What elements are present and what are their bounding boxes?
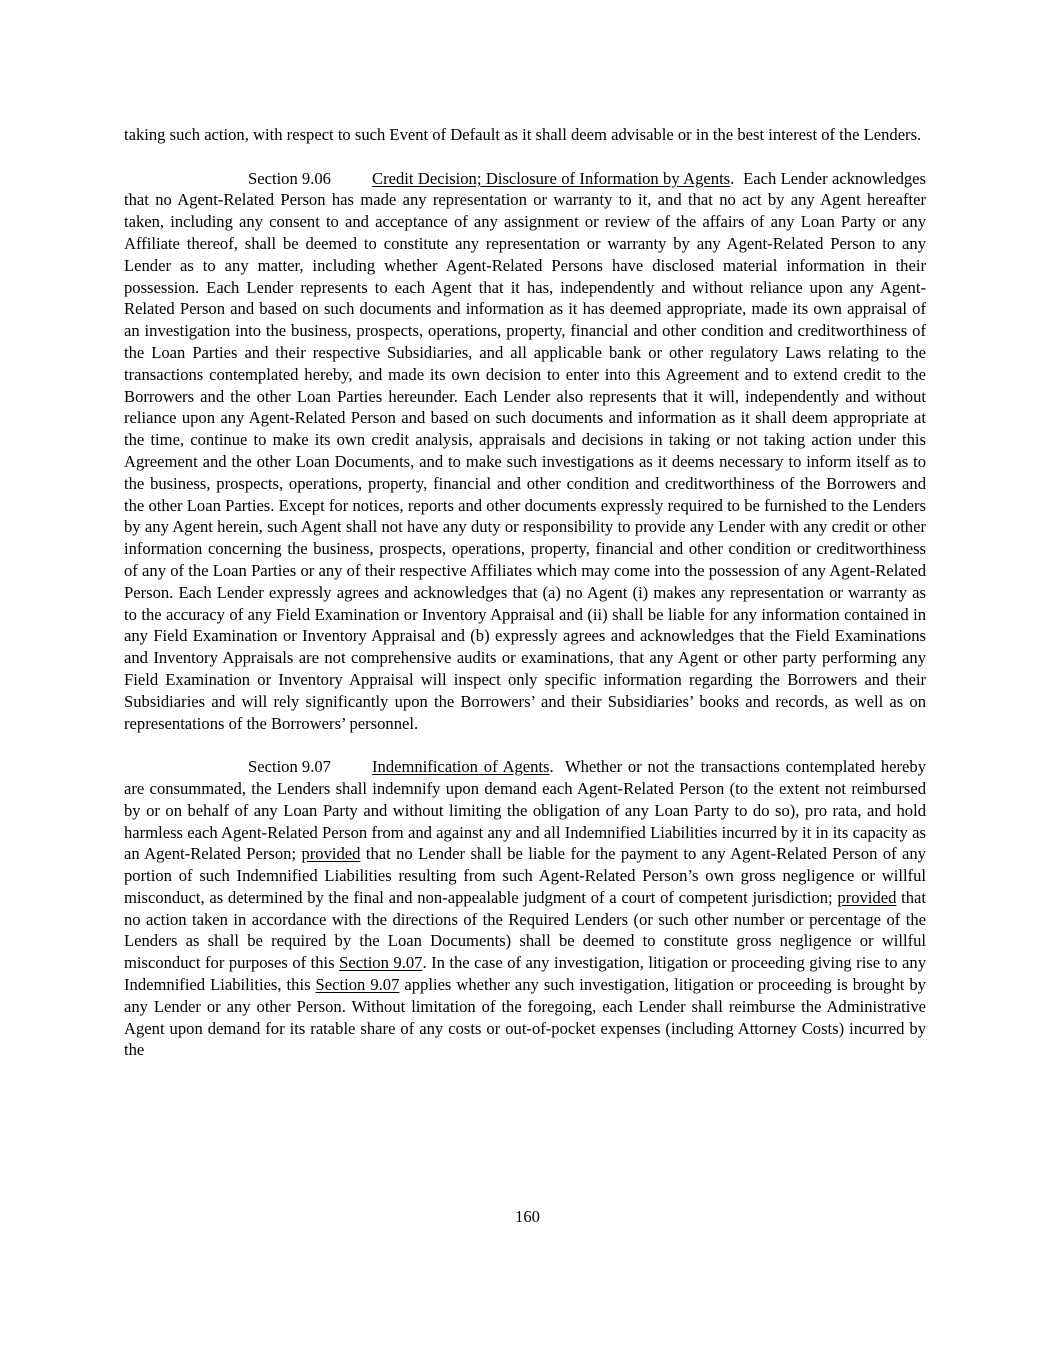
section-9-07-heading: Indemnification of Agents (372, 757, 550, 777)
section-9-07-body-3: that no action taken in accordance with the directions of the Required Lenders (or such other number or percentage of the Lenders as shall be required by the Loan Documents) shall be deemed to constitute gross negligence or willful misconduct for purposes of this (124, 887, 926, 973)
section-9-07-body-2: that no Lender shall be liable for the payment to any Agent-Related Person of any portion of such Indemnified Liabilities resulting from such Agent-Related Person’s own gross negligence or willful misconduct, as determined by the final and non-appealable judgment of a court of competent jurisdiction; (124, 844, 926, 907)
section-9-07-body-5: applies whether any such investigation, litigation or proceeding is brought by any Lender or any other Person. Without limitation of the foregoing, each Lender shall reimburse the Administrative Agent upon demand for its ratable share of any costs or out-of-pocket expenses (including Attorney Costs) incurred by the (124, 975, 926, 1060)
section-9-06-number: Section 9.06 (248, 168, 331, 188)
section-9-06-paragraph (124, 168, 926, 735)
section-9-06-heading: Credit Decision; Disclosure of Information by Agents (372, 168, 731, 188)
section-9-07-cross-reference-2: Section 9.07 (315, 975, 400, 995)
provided-term-1: provided (301, 844, 361, 864)
section-9-06-body: Each Lender acknowledges that no Agent-Related Person has made any representation or warranty to it, and that no act by any Agent hereafter taken, including any consent to and acceptance of any assignment or review of the affairs of any Loan Party or any Affiliate thereof, shall be deemed to constitute any representation or warranty by any Agent-Related Person to any Lender as to any matter, including whether Agent-Related Persons have disclosed material information in their possession. Each Lender represents to each Agent that it has, independently and without reliance upon any Agent-Related Person and based on such documents and information as it has deemed appropriate, made its own appraisal of an investigation into the business, prospects, operations, property, financial and other condition and creditworthiness of the Loan Parties and their respective Subsidiaries, and all applicable bank or other regulatory Laws relating to the transactions contemplated hereby, and made its own decision to enter into this Agreement and to extend credit to the Borrowers and the other Loan Parties hereunder. Each Lender also represents that it will, independently and without reliance upon any Agent-Related Person and based on such documents and information as it shall deem appropriate at the time, continue to make its own credit analysis, appraisals and decisions in taking or not taking action under this Agreement and the other Loan Documents, and to make such investigations as it deems necessary to inform itself as to the business, prospects, operations, property, financial and other condition and creditworthiness of the Borrowers and the other Loan Parties. Except for notices, reports and other documents expressly required to be furnished to the Lenders by any Agent herein, such Agent shall not have any duty or responsibility to provide any Lender with any credit or other information concerning the business, prospects, operations, property, financial and other condition or creditworthiness of any of the Loan Parties or any of their respective Affiliates which may come into the possession of any Agent-Related Person. Each Lender expressly agrees and acknowledges that (a) no Agent (i) makes any representation or warranty as to the accuracy of any Field Examination or Inventory Appraisal and (ii) shall be liable for any information contained in any Field Examination or Inventory Appraisal and (b) expressly agrees and acknowledges that the Field Examinations and Inventory Appraisals are not comprehensive audits or examinations, that any Agent or other party performing any Field Examination or Inventory Appraisal will inspect only specific information regarding the Borrowers and their Subsidiaries and will rely significantly upon the Borrowers’ and their Subsidiaries’ books and records, as well as on representations of the Borrowers’ personnel. (124, 168, 926, 733)
section-9-07-body-1: Whether or not the transactions contemplated hereby are consummated, the Lenders shall indemnify upon demand each Agent-Related Person (to the extent not reimbursed by or on behalf of any Loan Party and without limiting the obligation of any Loan Party to do so), pro rata, and hold harmless each Agent-Related Person from and against any and all Indemnified Liabilities incurred by it in its capacity as an Agent-Related Person; (124, 757, 926, 864)
section-9-07-cross-reference-1: Section 9.07 (339, 953, 423, 973)
provided-term-2: provided (837, 887, 897, 907)
page-number: 160 (515, 1207, 540, 1226)
section-9-06-heading-end: . (730, 168, 735, 188)
document-page (124, 124, 926, 1061)
section-9-07-body-4: . In the case of any investigation, litigation or proceeding giving rise to any Indemnified Liabilities, this (124, 953, 926, 995)
section-9-07-paragraph (124, 756, 926, 1061)
section-9-07-number: Section 9.07 (248, 757, 331, 777)
continuation-paragraph (124, 124, 926, 146)
continuation-text: taking such action, with respect to such Event of Default as it shall deem advisable or in the best interest of the Lenders. (124, 125, 922, 144)
section-9-07-heading-end: . (549, 757, 554, 777)
